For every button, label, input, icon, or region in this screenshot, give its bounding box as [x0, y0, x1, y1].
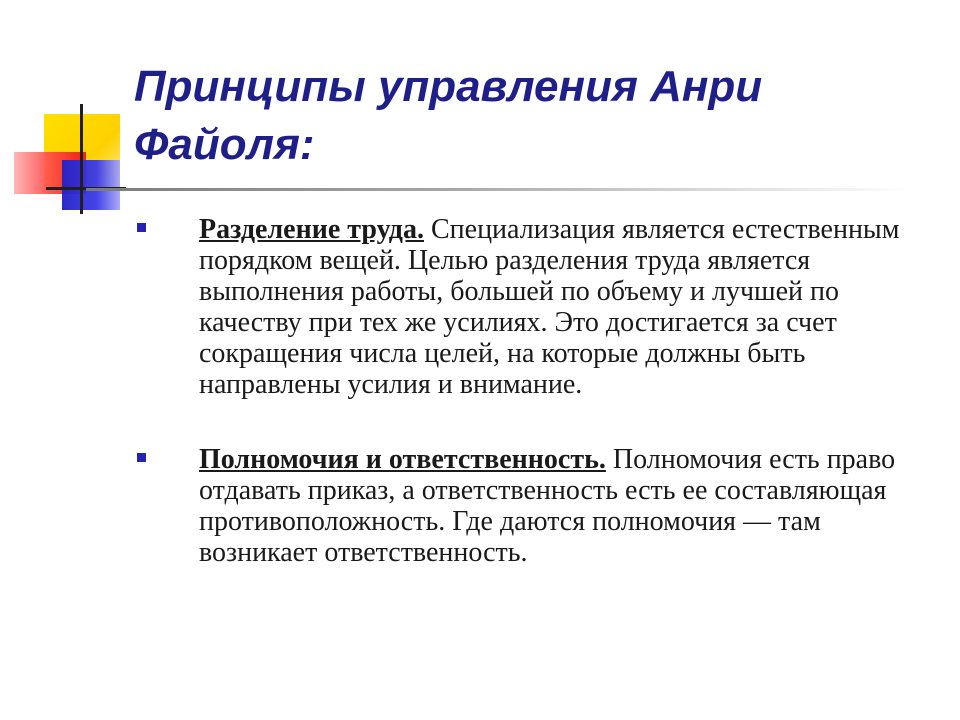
- bullet-list: [134, 214, 924, 568]
- logo-vertical-line: [80, 104, 83, 214]
- bullet-text: Полномочия есть право отдавать приказ, а ответственность есть ее составляющая противоположность. Где даются полномочия — там возникает ответственность.: [199, 444, 896, 568]
- bullet-item-division-of-labor: [134, 214, 924, 400]
- square-bullet-icon: [137, 453, 146, 462]
- bullet-term: Полномочия и ответственность.: [199, 444, 606, 475]
- title-divider: [86, 188, 912, 191]
- bullet-item-authority-responsibility: [134, 444, 924, 568]
- bullet-text: Специализация является естественным порядком вещей. Целью разделения труда является выполнения работы, большей по объему и лучшей по качеству при тех же усилиях. Это достигается за счет сокращения числа целей, на которые должны быть направлены усилия и внимание.: [199, 214, 900, 400]
- slide-title: Принципы управления Анри Файоля:: [134, 62, 763, 169]
- square-bullet-icon: [137, 223, 146, 232]
- bullet-term: Разделение труда.: [199, 214, 424, 245]
- logo-blue-square: [62, 160, 120, 210]
